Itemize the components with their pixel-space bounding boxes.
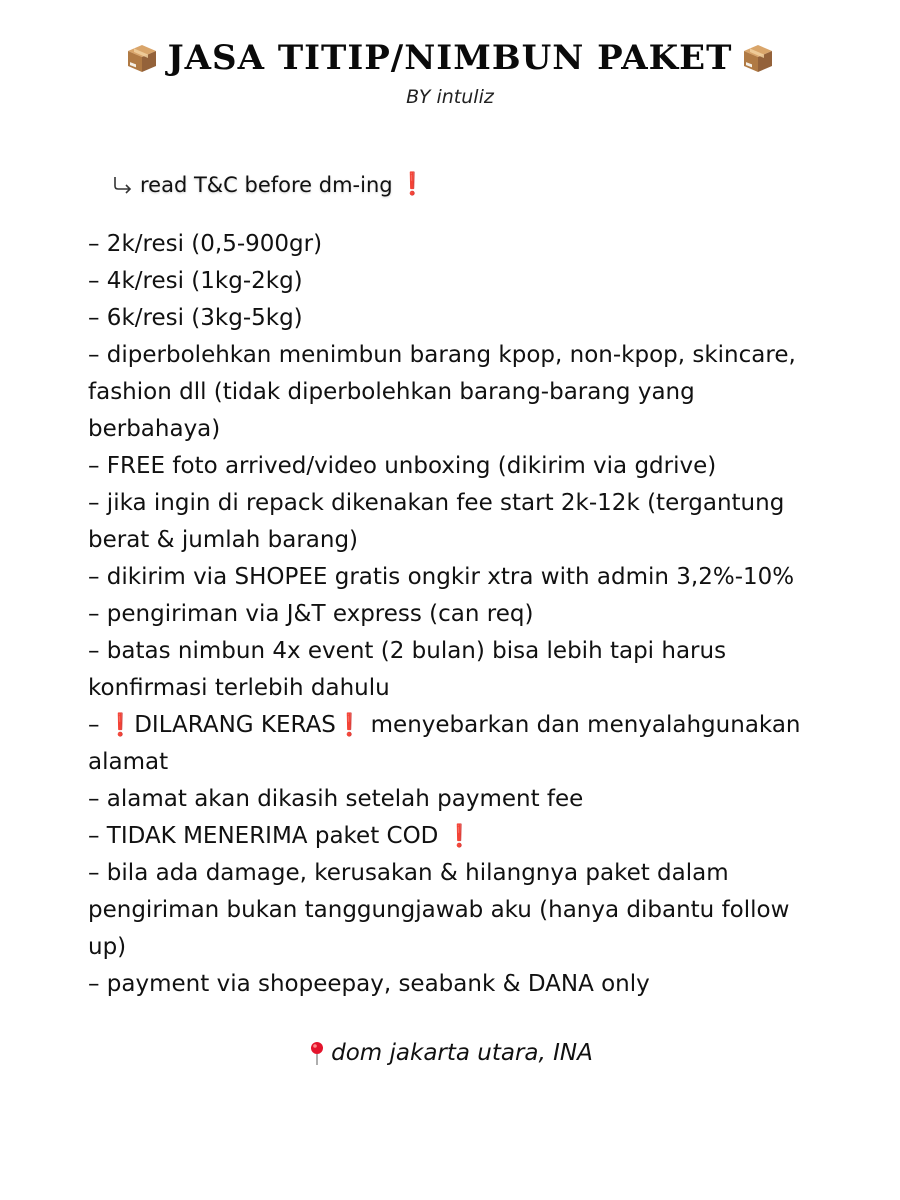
title-row	[0, 38, 900, 78]
location-text: dom jakarta utara, INA	[331, 1040, 593, 1066]
package-icon	[124, 42, 160, 74]
map-pin-icon	[307, 1040, 327, 1066]
subtitle: BY intuliz	[406, 86, 494, 108]
right-hook-arrow-icon	[112, 175, 134, 195]
tc-note	[112, 172, 426, 197]
exclamation-icon: ❗	[106, 713, 135, 738]
warning-text: DILARANG KERAS	[134, 712, 336, 738]
list-item: – TIDAK MENERIMA paket COD ❗	[88, 818, 828, 855]
tc-note-text: read T&C before dm-ing	[140, 172, 393, 197]
exclamation-icon: ❗	[445, 824, 474, 849]
exclamation-icon: ❗	[398, 172, 427, 197]
list-item: – alamat akan dikasih setelah payment fee	[88, 786, 584, 812]
list-item: – bila ada damage, kerusakan & hilangnya paket dalam pengiriman bukan tanggungjawab aku (hanya dibantu follow up)	[88, 860, 790, 960]
package-icon	[740, 42, 776, 74]
list-item: – ❗DILARANG KERAS❗ menyebarkan dan menyalahgunakan alamat	[88, 707, 828, 781]
exclamation-icon: ❗	[335, 713, 364, 738]
list-item: – 4k/resi (1kg-2kg)	[88, 268, 303, 294]
list-item: – 6k/resi (3kg-5kg)	[88, 305, 303, 331]
list-item: – FREE foto arrived/video unboxing (dikirim via gdrive)	[88, 453, 717, 479]
list-item: – dikirim via SHOPEE gratis ongkir xtra with admin 3,2%-10%	[88, 564, 795, 590]
list-item: – pengiriman via J&T express (can req)	[88, 601, 534, 627]
list-item: – 2k/resi (0,5-900gr)	[88, 231, 323, 257]
header	[0, 38, 900, 108]
list-item: – jika ingin di repack dikenakan fee start 2k-12k (tergantung berat & jumlah barang)	[88, 490, 785, 553]
page-title: JASA TITIP/NIMBUN PAKET	[167, 38, 733, 78]
list-item: – payment via shopeepay, seabank & DANA only	[88, 971, 650, 997]
list-item: – diperbolehkan menimbun barang kpop, non-kpop, skincare, fashion dll (tidak diperbolehkan barang-barang yang berbahaya)	[88, 342, 796, 442]
terms-list	[88, 226, 828, 1003]
list-item: – batas nimbun 4x event (2 bulan) bisa lebih tapi harus konfirmasi terlebih dahulu	[88, 638, 727, 701]
location-footer	[0, 1040, 900, 1066]
